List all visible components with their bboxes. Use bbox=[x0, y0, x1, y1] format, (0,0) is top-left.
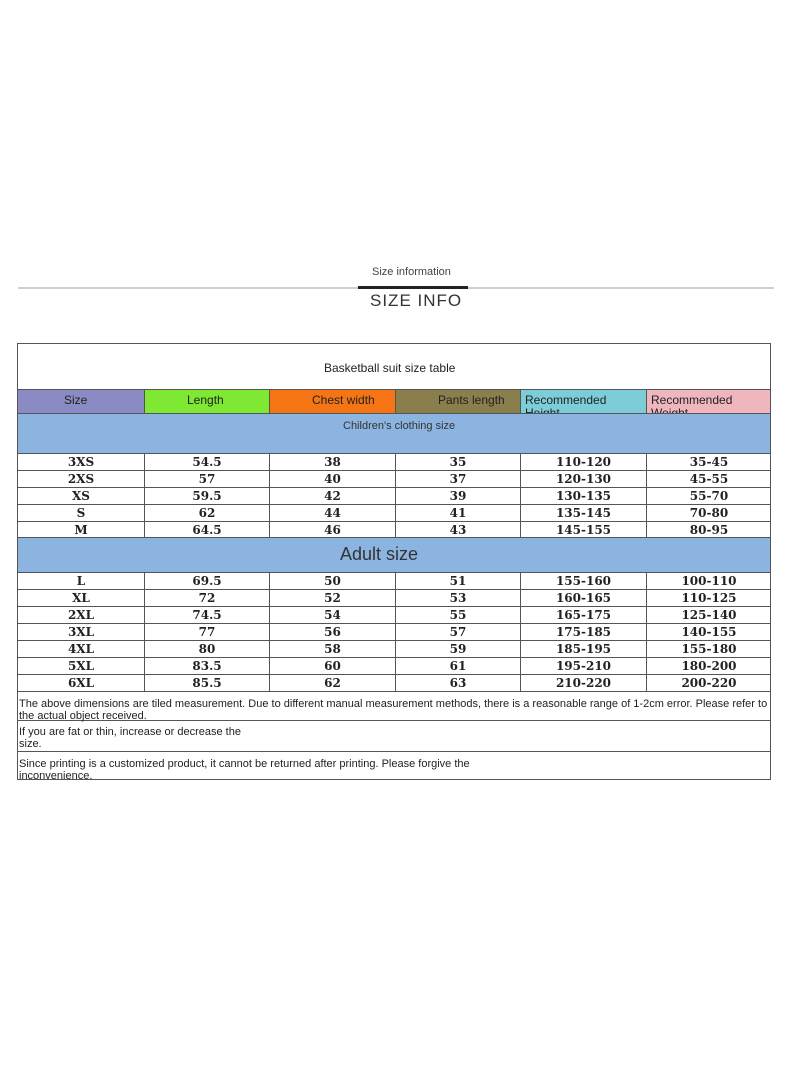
table-cell: 155-160 bbox=[521, 573, 647, 589]
table-cell: 40 bbox=[270, 471, 396, 487]
table-row bbox=[18, 607, 770, 624]
table-cell: 44 bbox=[270, 505, 396, 521]
table-cell: 38 bbox=[270, 454, 396, 470]
table-row bbox=[18, 590, 770, 607]
table-cell: 2XS bbox=[18, 471, 145, 487]
table-cell: 80 bbox=[145, 641, 270, 657]
table-cell: 3XL bbox=[18, 624, 145, 640]
table-cell: 63 bbox=[396, 675, 521, 691]
adult-size-label: Adult size bbox=[340, 544, 419, 564]
returns-note: Since printing is a customized product, it cannot be returned after printing. Please forgive the inconvenience. bbox=[19, 758, 470, 782]
table-cell: 130-135 bbox=[521, 488, 647, 504]
table-cell: 43 bbox=[396, 522, 521, 538]
table-row bbox=[18, 624, 770, 641]
column-header-1 bbox=[145, 390, 270, 413]
table-cell: 80-95 bbox=[689, 523, 729, 537]
table-cell: 45-55 bbox=[689, 472, 729, 486]
table-row bbox=[18, 488, 770, 505]
adult-size-band bbox=[18, 537, 770, 573]
table-cell: 46 bbox=[270, 522, 396, 538]
fit-note: If you are fat or thin, increase or decrease the size. bbox=[18, 721, 266, 752]
table-cell: 35 bbox=[396, 454, 521, 470]
table-row bbox=[18, 658, 770, 675]
table-cell: 54.5 bbox=[145, 454, 270, 470]
table-cell: 72 bbox=[145, 590, 270, 606]
table-cell: 57 bbox=[145, 471, 270, 487]
table-cell: 135-145 bbox=[521, 505, 647, 521]
heading-divider-accent bbox=[358, 286, 468, 289]
table-row bbox=[18, 573, 770, 590]
table-cell: 56 bbox=[270, 624, 396, 640]
column-header-0 bbox=[18, 390, 145, 413]
table-cell: S bbox=[18, 505, 145, 521]
table-cell: 120-130 bbox=[521, 471, 647, 487]
table-cell: 35-45 bbox=[689, 455, 729, 469]
table-cell: 61 bbox=[396, 658, 521, 674]
column-header-2 bbox=[270, 390, 396, 413]
table-cell: 210-220 bbox=[521, 675, 647, 691]
table-cell: 62 bbox=[145, 505, 270, 521]
column-header-label: Recommended bbox=[651, 393, 733, 407]
table-row bbox=[18, 641, 770, 658]
table-cell: 58 bbox=[270, 641, 396, 657]
table-cell: 39 bbox=[396, 488, 521, 504]
table-cell: 54 bbox=[270, 607, 396, 623]
table-cell: 185-195 bbox=[521, 641, 647, 657]
table-cell: 3XS bbox=[18, 454, 145, 470]
page-title: SIZE INFO bbox=[370, 291, 463, 310]
table-cell: 62 bbox=[270, 675, 396, 691]
table-title: Basketball suit size table bbox=[324, 361, 456, 375]
column-header-label: Pants length bbox=[438, 393, 505, 407]
measurement-note: The above dimensions are tiled measurement. Due to different manual measurement methods, there is a reasonable range of 1-2cm error. Please refer to the actual object received. bbox=[18, 693, 770, 721]
table-cell: XS bbox=[18, 488, 145, 504]
size-information-label: Size information bbox=[372, 266, 451, 278]
column-header-3 bbox=[396, 390, 521, 413]
table-cell: 51 bbox=[396, 573, 521, 589]
size-table bbox=[17, 343, 771, 780]
table-cell: 200-220 bbox=[681, 676, 737, 690]
table-cell: 160-165 bbox=[521, 590, 647, 606]
table-row bbox=[18, 505, 770, 522]
table-cell: 110-125 bbox=[681, 591, 737, 605]
children-size-band bbox=[18, 413, 770, 454]
table-row bbox=[18, 454, 770, 471]
table-cell: 42 bbox=[270, 488, 396, 504]
table-cell: 50 bbox=[270, 573, 396, 589]
children-size-label: Children's clothing size bbox=[343, 420, 456, 432]
table-cell: 110-120 bbox=[521, 454, 647, 470]
table-cell: 5XL bbox=[18, 658, 145, 674]
table-cell: 60 bbox=[270, 658, 396, 674]
column-header-4 bbox=[521, 390, 647, 413]
table-cell: 155-180 bbox=[681, 642, 737, 656]
table-cell: 64.5 bbox=[145, 522, 270, 538]
table-cell: 100-110 bbox=[681, 574, 737, 588]
table-cell: 70-80 bbox=[689, 506, 729, 520]
table-cell: 165-175 bbox=[521, 607, 647, 623]
table-title-row bbox=[18, 344, 770, 390]
table-cell: 69.5 bbox=[145, 573, 270, 589]
table-cell: 4XL bbox=[18, 641, 145, 657]
table-cell: 55 bbox=[396, 607, 521, 623]
table-cell: 53 bbox=[396, 590, 521, 606]
column-header-label: Size bbox=[64, 393, 88, 407]
column-header-label: Recommended bbox=[525, 393, 607, 407]
table-row bbox=[18, 675, 770, 692]
table-cell: 180-200 bbox=[681, 659, 737, 673]
table-cell: 57 bbox=[396, 624, 521, 640]
table-cell: 140-155 bbox=[681, 625, 737, 639]
column-header-label: Chest width bbox=[312, 393, 375, 407]
table-cell: 77 bbox=[145, 624, 270, 640]
column-header-5 bbox=[647, 390, 771, 413]
table-cell: 195-210 bbox=[521, 658, 647, 674]
column-header-label: Length bbox=[187, 393, 224, 407]
table-cell: 59 bbox=[396, 641, 521, 657]
table-cell: L bbox=[18, 573, 145, 589]
table-cell: 145-155 bbox=[521, 522, 647, 538]
table-cell: 37 bbox=[396, 471, 521, 487]
table-cell: 41 bbox=[396, 505, 521, 521]
table-cell: 55-70 bbox=[689, 489, 729, 503]
table-row bbox=[18, 471, 770, 488]
table-cell: 175-185 bbox=[521, 624, 647, 640]
table-cell: 85.5 bbox=[145, 675, 270, 691]
table-cell: 2XL bbox=[18, 607, 145, 623]
table-cell: 52 bbox=[270, 590, 396, 606]
table-cell: XL bbox=[18, 590, 145, 606]
table-cell: 83.5 bbox=[145, 658, 270, 674]
table-cell: 74.5 bbox=[145, 607, 270, 623]
table-cell: 6XL bbox=[18, 675, 145, 691]
table-cell: 59.5 bbox=[145, 488, 270, 504]
table-cell: 125-140 bbox=[681, 608, 737, 622]
table-cell: M bbox=[18, 522, 145, 538]
